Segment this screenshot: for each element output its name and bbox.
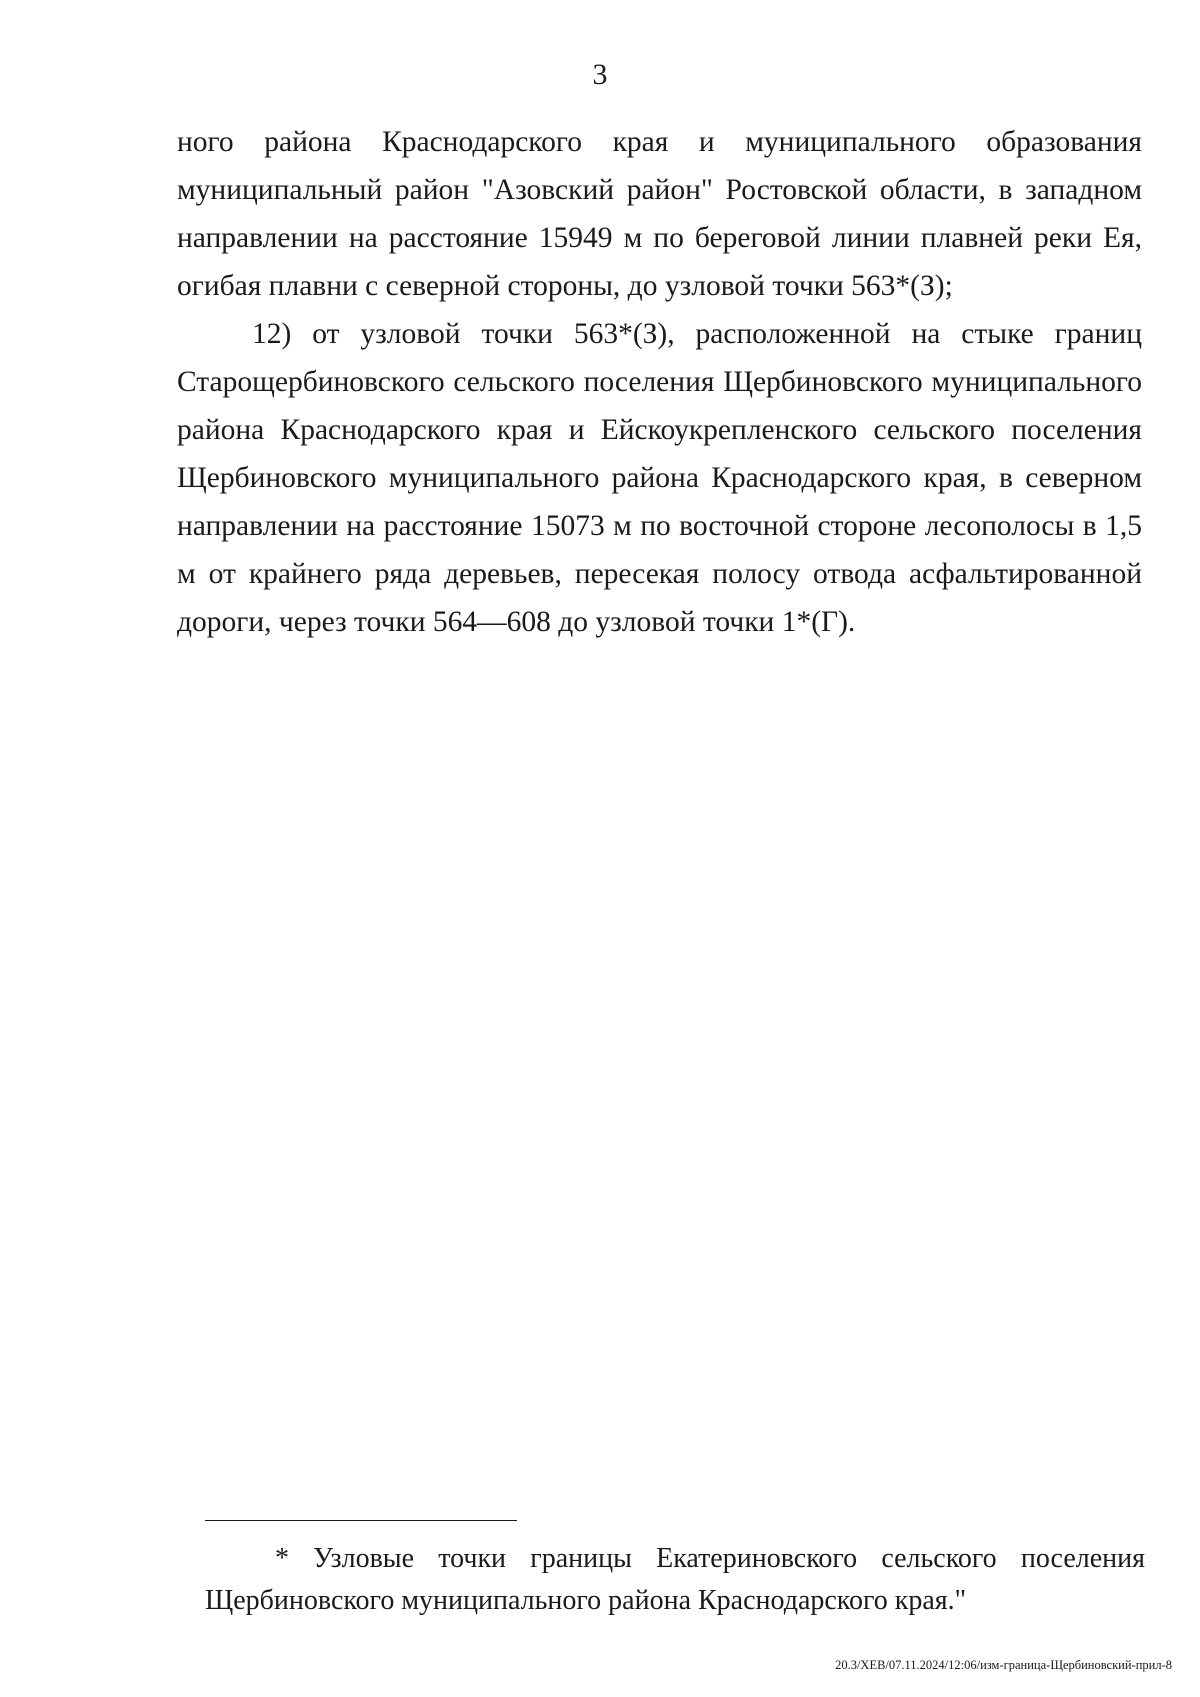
- footnote: * Узловые точки границы Екатериновского сельского поселения Щербиновского муниципального района Краснодарского края.": [205, 1543, 1145, 1616]
- footnote-divider: [205, 1520, 517, 1521]
- document-code: 20.3/ХЕВ/07.11.2024/12:06/изм-граница-Щербиновский-прил-8: [835, 1658, 1172, 1672]
- paragraph-continuation: ного района Краснодарского края и муниципального образования муниципальный район "Азовский район" Ростовской области, в западном направлении на расстояние 15949 м по береговой линии плавней реки Ея, огибая плавни с северной стороны, до узловой точки 563*(З);: [177, 126, 1142, 302]
- main-text: [177, 118, 1142, 646]
- page-number: 3: [592, 58, 608, 91]
- paragraph-item-12: 12) от узловой точки 563*(З), расположенной на стыке границ Старощербиновского сельского поселения Щербиновского муниципального района Краснодарского края и Ейскоукрепленского сельского поселения Щербиновского муниципального района Краснодарского края, в северном направлении на расстояние 15073 м по восточной стороне лесополосы в 1,5 м от крайнего ряда деревьев, пересекая полосу отвода асфальтированной дороги, через точки 564—608 до узловой точки 1*(Г).: [177, 318, 1142, 638]
